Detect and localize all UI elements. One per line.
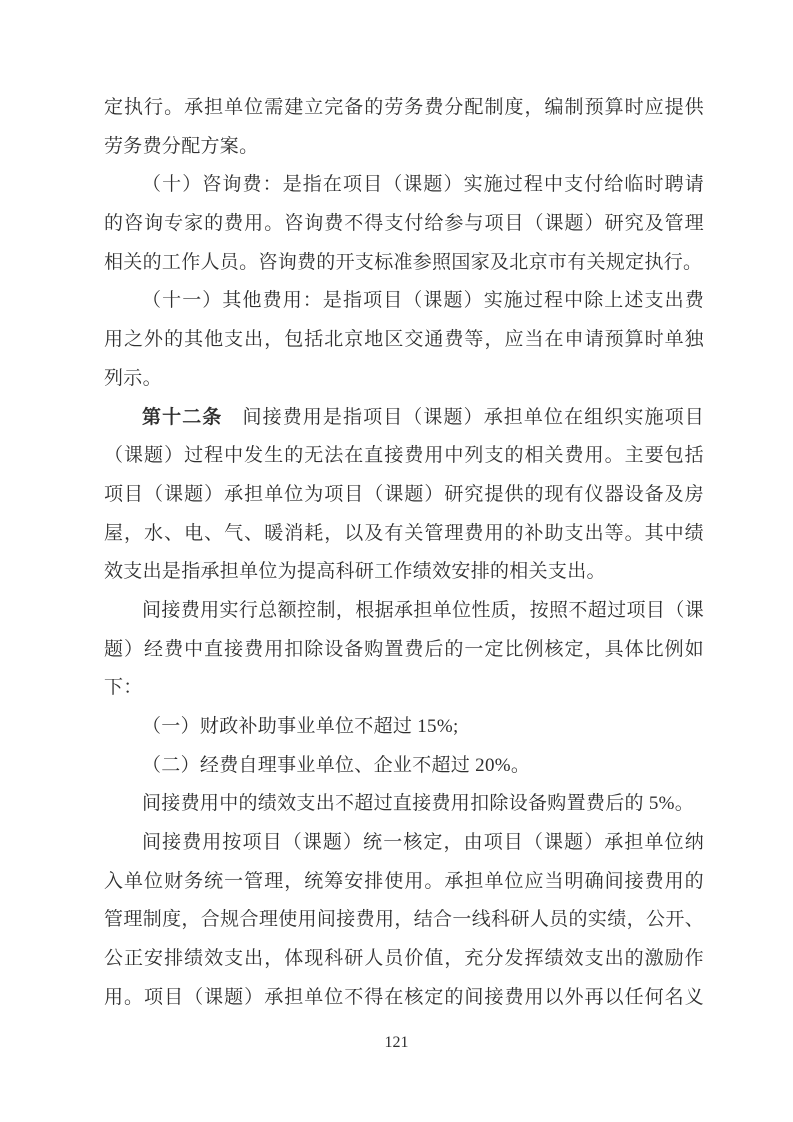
text-line xyxy=(104,399,704,438)
text-line: 下： xyxy=(104,677,143,699)
text-line: 公正安排绩效支出，体现科研人员价值，充分发挥绩效支出的激励作 xyxy=(104,948,704,970)
text-line: 项目（课题）承担单位为项目（课题）研究提供的现有仪器设备及房 xyxy=(104,483,704,505)
text-line: 间接费用中的绩效支出不超过直接费用扣除设备购置费后的 5%。 xyxy=(142,793,695,815)
text-line: 间接费用实行总额控制，根据承担单位性质，按照不超过项目（课 xyxy=(142,599,704,621)
text-line: （十）咨询费：是指在项目（课题）实施过程中支付给临时聘请 xyxy=(142,174,704,196)
text-line: 屋，水、电、气、暖消耗，以及有关管理费用的补助支出等。其中绩 xyxy=(104,522,704,544)
text-line: 定执行。承担单位需建立完备的劳务费分配制度，编制预算时应提供 xyxy=(104,97,704,118)
text-line: 劳务费分配方案。 xyxy=(104,135,259,157)
page-number: 121 xyxy=(384,1034,409,1051)
text-line: （十一）其他费用：是指项目（课题）实施过程中除上述支出费 xyxy=(142,290,704,312)
text-line: 管理制度，合规合理使用间接费用，结合一线科研人员的实绩，公开、 xyxy=(104,909,704,931)
text-line: （课题）过程中发生的无法在直接费用中列支的相关费用。主要包括 xyxy=(104,445,704,467)
page-body xyxy=(104,89,704,1018)
text-line: 入单位财务统一管理，统筹安排使用。承担单位应当明确间接费用的 xyxy=(104,870,704,892)
text-line: 列示。 xyxy=(104,367,162,389)
text-line: 间接费用按项目（课题）统一核定，由项目（课题）承担单位纳 xyxy=(142,832,704,854)
article-number: 第十二条 xyxy=(142,406,223,428)
text-line: 用之外的其他支出，包括北京地区交通费等，应当在申请预算时单独 xyxy=(104,329,704,351)
text-line: （二）经费自理事业单位、企业不超过 20%。 xyxy=(142,754,531,776)
text-line: 题）经费中直接费用扣除设备购置费后的一定比例核定，具体比例如 xyxy=(104,638,704,660)
text-line: 的咨询专家的费用。咨询费不得支付给参与项目（课题）研究及管理 xyxy=(104,213,704,235)
text-line: （一）财政补助事业单位不超过 15%; xyxy=(142,716,459,737)
text-line: 相关的工作人员。咨询费的开支标准参照国家及北京市有关规定执行。 xyxy=(104,251,703,273)
text-line: 用。项目（课题）承担单位不得在核定的间接费用以外再以任何名义 xyxy=(104,986,704,1008)
text-line: 效支出是指承担单位为提高科研工作绩效安排的相关支出。 xyxy=(104,561,606,583)
text-segment: 间接费用是指项目（课题）承担单位在组织实施项目 xyxy=(222,406,705,428)
